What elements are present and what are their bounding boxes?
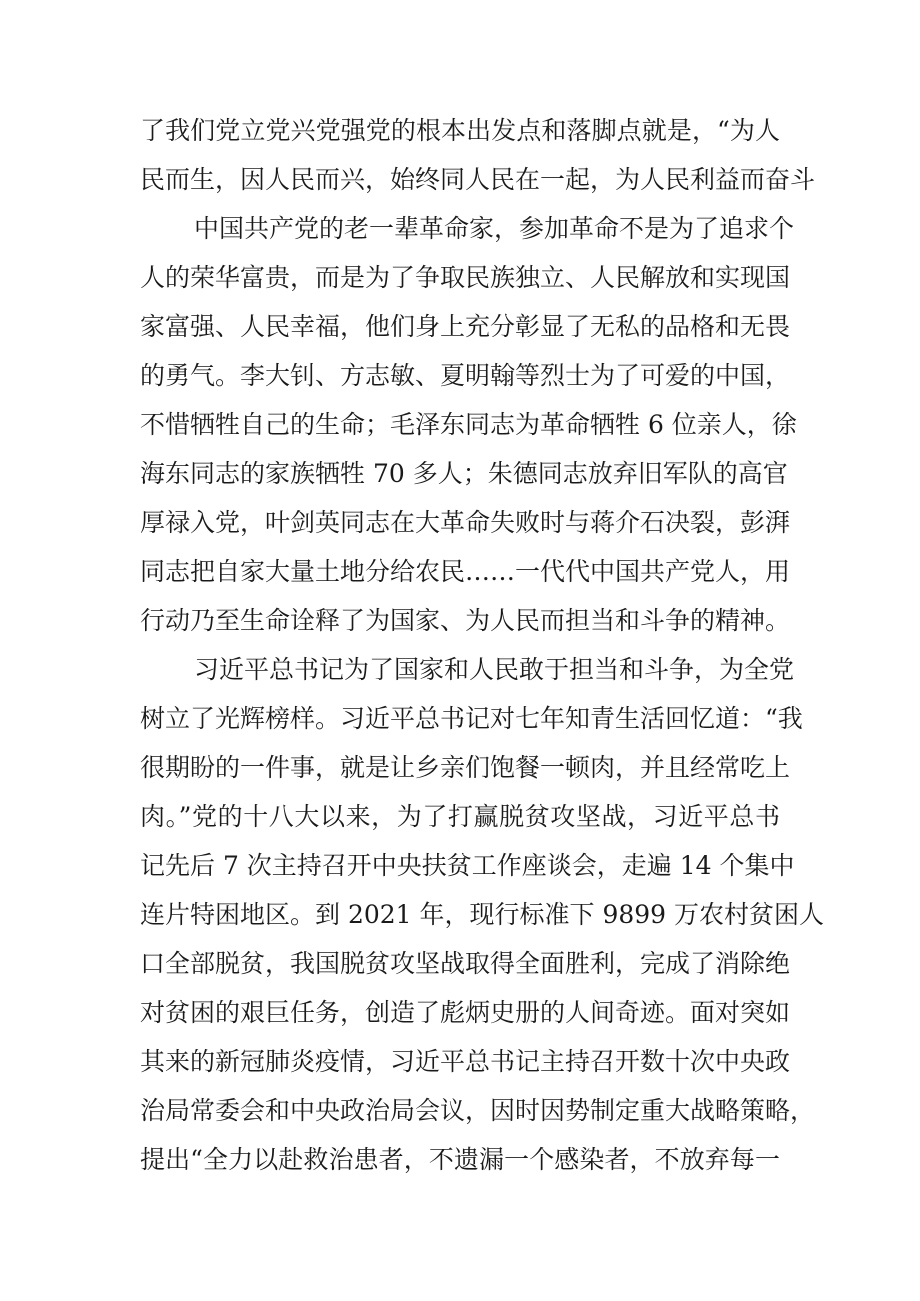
text-line: 治局常委会和中央政治局会议，因时因势制定重大战略策略， xyxy=(140,1096,816,1125)
text-line: 家富强、人民幸福，他们身上充分彰显了无私的品格和无畏 xyxy=(140,312,791,341)
text-line: 连片特困地区。到 2021 年，现行标准下 9899 万农村贫困人 xyxy=(140,900,825,929)
text-line: 海东同志的家族牺牲 70 多人；朱德同志放弃旧军队的高官 xyxy=(140,459,788,488)
text-line: 了我们党立党兴党强党的根本出发点和落脚点就是，“为人 xyxy=(140,116,780,145)
text-line: 不惜牺牲自己的生命；毛泽东同志为革命牺牲 6 位亲人，徐 xyxy=(140,410,797,439)
paragraph-start-line: 中国共产党的老一辈革命家，参加革命不是为了追求个 xyxy=(194,214,795,243)
text-line: 厚禄入党，叶剑英同志在大革命失败时与蒋介石决裂，彭湃 xyxy=(140,508,791,537)
body-text xyxy=(140,106,825,1184)
text-line: 行动乃至生命诠释了为国家、为人民而担当和斗争的精神。 xyxy=(140,606,791,635)
text-line: 对贫困的艰巨任务，创造了彪炳史册的人间奇迹。面对突如 xyxy=(140,998,791,1027)
paragraph-start-line: 习近平总书记为了国家和人民敢于担当和斗争，为全党 xyxy=(194,655,795,684)
text-line: 树立了光辉榜样。习近平总书记对七年知青生活回忆道：“我 xyxy=(140,704,803,733)
text-line: 其来的新冠肺炎疫情，习近平总书记主持召开数十次中央政 xyxy=(140,1047,791,1076)
text-line: 口全部脱贫，我国脱贫攻坚战取得全面胜利，完成了消除绝 xyxy=(140,949,791,978)
text-line: 肉。”党的十八大以来，为了打赢脱贫攻坚战，习近平总书 xyxy=(140,802,780,831)
text-line: 很期盼的一件事，就是让乡亲们饱餐一顿肉，并且经常吃上 xyxy=(140,753,791,782)
text-line: 民而生，因人民而兴，始终同人民在一起，为人民利益而奋斗 xyxy=(140,165,816,194)
text-line: 记先后 7 次主持召开中央扶贫工作座谈会，走遍 14 个集中 xyxy=(140,851,795,880)
text-line: 提出“全力以赴救治患者，不遗漏一个感染者，不放弃每一 xyxy=(140,1145,780,1174)
text-line: 同志把自家大量土地分给农民……一代代中国共产党人，用 xyxy=(140,557,791,586)
text-line: 的勇气。李大钊、方志敏、夏明翰等烈士为了可爱的中国， xyxy=(140,361,791,390)
text-line: 人的荣华富贵，而是为了争取民族独立、人民解放和实现国 xyxy=(140,263,791,292)
